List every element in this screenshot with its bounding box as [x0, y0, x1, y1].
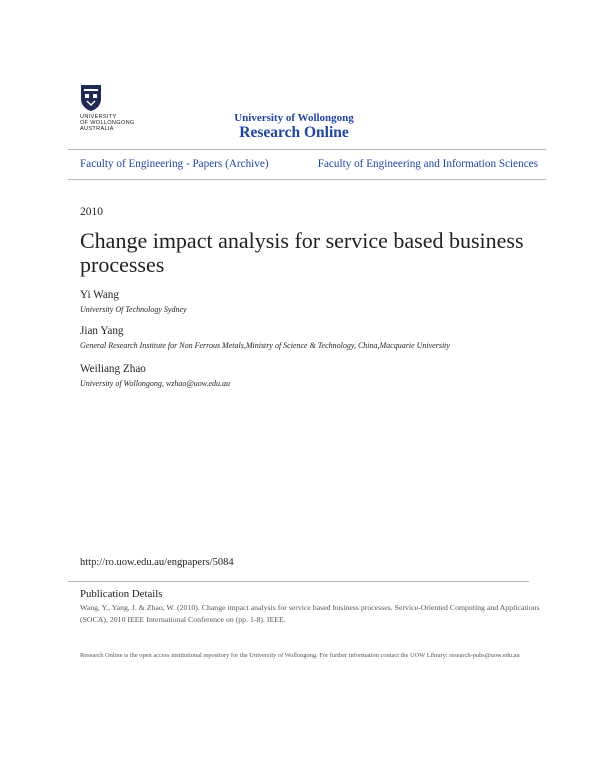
logo-text-line: OF WOLLONGONG [80, 119, 135, 126]
author-affiliation: University Of Technology Sydney [80, 305, 187, 314]
logo-text-line: AUSTRALIA [80, 125, 114, 132]
publication-year: 2010 [80, 206, 103, 218]
collection-link-left[interactable]: Faculty of Engineering - Papers (Archive) [80, 158, 269, 170]
paper-url[interactable]: http://ro.uow.edu.au/engpapers/5084 [80, 557, 234, 568]
publication-details-text: Wang, Y., Yang, J. & Zhao, W. (2010). Change impact analysis for service based business processes. Service-Oriented Computing and Applications (SOCA), 2010 IEEE International Conference on (pp. 1-8). IEEE. [80, 603, 540, 624]
repository-footer: Research Online is the open access institutional repository for the University of Wollongong. For further information contact the UOW Library: research-pubs@uow.edu.au [80, 652, 520, 659]
author-name: Yi Wang [80, 289, 119, 301]
institution-name: University of Wollongong [234, 112, 354, 124]
divider-top [68, 149, 546, 150]
crest-icon [80, 84, 102, 112]
author-affiliation: University of Wollongong, wzhao@uow.edu.au [80, 379, 231, 388]
collection-link-right[interactable]: Faculty of Engineering and Information Sciences [317, 158, 538, 170]
divider-publication [68, 581, 529, 582]
author-name: Jian Yang [80, 325, 124, 337]
author-name: Weiliang Zhao [80, 363, 146, 375]
paper-title: Change impact analysis for service based business processes [80, 228, 524, 277]
divider-bottom [68, 179, 546, 180]
publication-details-heading: Publication Details [80, 588, 163, 600]
repository-name: Research Online [239, 124, 349, 141]
logo-text-line: UNIVERSITY [80, 114, 117, 120]
author-affiliation: General Research Institute for Non Ferrous Metals,Ministry of Science & Technology, China,Macquarie University [80, 341, 450, 350]
